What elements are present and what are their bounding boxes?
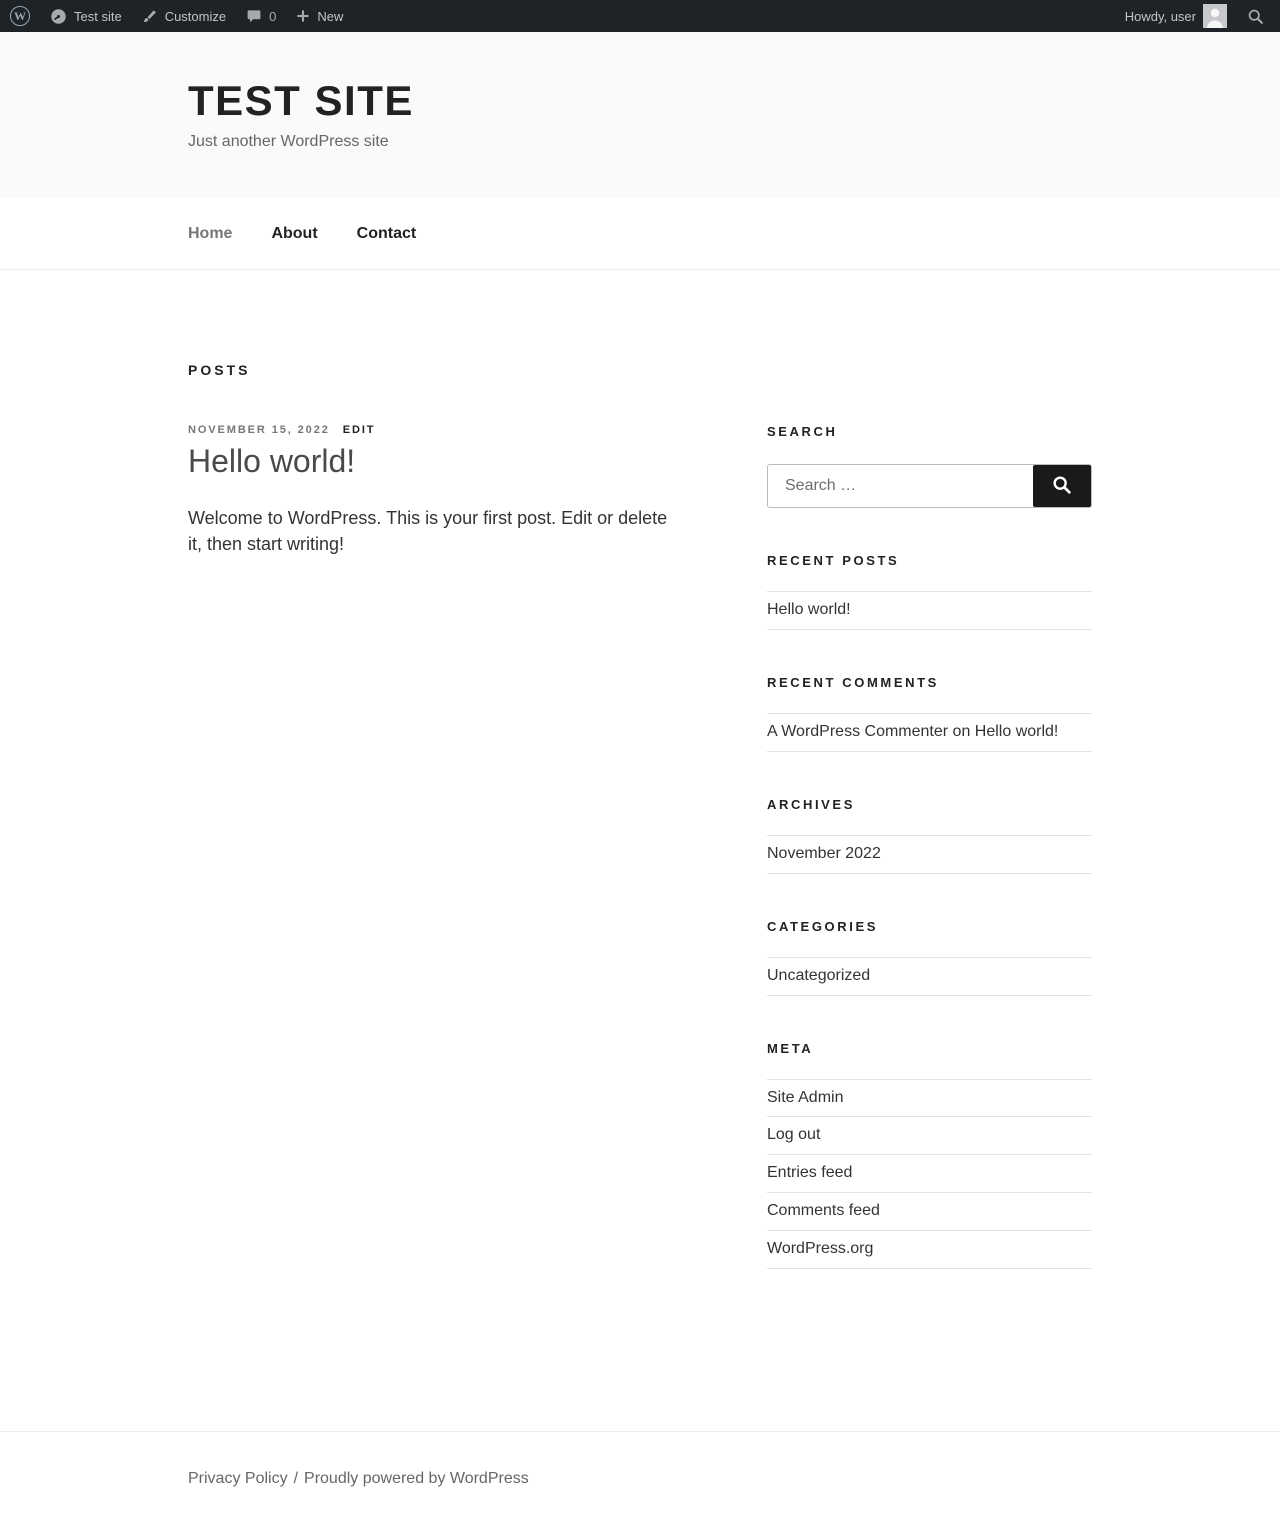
site-name-label: Test site	[74, 8, 122, 24]
widget-link[interactable]: November 2022	[767, 844, 881, 862]
widget-list	[767, 591, 1092, 630]
customize-label: Customize	[164, 8, 227, 24]
widget-title: ARCHIVES	[767, 796, 855, 812]
widget-list-item[interactable]	[767, 714, 1092, 752]
widget-link[interactable]: Site Admin	[767, 1088, 844, 1106]
new-label: New	[317, 8, 344, 24]
wp-admin-bar	[0, 0, 1280, 32]
footer-separator: /	[293, 1469, 299, 1487]
widget-link[interactable]: Log out	[767, 1126, 821, 1144]
plus-icon	[296, 9, 310, 23]
widget-title: RECENT COMMENTS	[767, 675, 939, 691]
nav-item-home[interactable]: Home	[188, 225, 233, 243]
widget-list-item[interactable]	[767, 592, 1092, 630]
post-edit-link[interactable]: EDIT	[342, 424, 376, 437]
widget-title: META	[767, 1040, 814, 1056]
paintbrush-icon	[142, 8, 158, 24]
sidebar-widget	[767, 919, 1092, 996]
widget-list	[767, 713, 1092, 752]
customize-menu[interactable]	[132, 0, 236, 32]
search-submit-button[interactable]	[1033, 465, 1091, 507]
comments-count: 0	[269, 8, 277, 24]
admin-bar-right	[1115, 0, 1280, 32]
my-account-menu[interactable]	[1115, 0, 1235, 32]
new-content-menu[interactable]	[286, 0, 353, 32]
widget-list-item[interactable]	[767, 1080, 1092, 1118]
post-body: Welcome to WordPress. This is your first post. Edit or delete it, then start writing!	[188, 508, 668, 554]
search-widget	[767, 424, 1092, 508]
sidebar-widget	[767, 1041, 1092, 1269]
top-navigation	[0, 198, 1280, 270]
sidebar-widget	[767, 675, 1092, 752]
search-form	[767, 464, 1092, 508]
site-name-menu[interactable]	[40, 0, 132, 32]
post-meta	[188, 424, 681, 436]
search-icon	[1247, 8, 1264, 25]
powered-by-link[interactable]: Proudly powered by WordPress	[304, 1469, 529, 1487]
nav-item-about[interactable]: About	[271, 225, 318, 243]
widget-list-item[interactable]	[767, 1193, 1092, 1231]
widget-list-item[interactable]	[767, 1231, 1092, 1269]
main-column	[188, 362, 681, 1313]
wordpress-logo-icon: W	[10, 6, 30, 26]
avatar	[1203, 4, 1227, 28]
post-date-link[interactable]: NOVEMBER 15, 2022	[188, 424, 330, 437]
wp-logo-menu[interactable]	[0, 0, 40, 32]
site-tagline: Just another WordPress site	[188, 133, 389, 151]
nav-item-contact[interactable]: Contact	[356, 225, 417, 243]
widget-link[interactable]: Entries feed	[767, 1164, 853, 1182]
sidebar-widget	[767, 797, 1092, 874]
widget-list	[767, 957, 1092, 996]
widget-list-item[interactable]	[767, 1155, 1092, 1193]
page-title: POSTS	[188, 362, 251, 379]
site-header	[0, 32, 1280, 198]
howdy-label: Howdy, user	[1124, 8, 1196, 24]
admin-search-toggle[interactable]	[1237, 0, 1274, 32]
sidebar-widget	[767, 553, 1092, 630]
widget-list-item[interactable]	[767, 1117, 1092, 1155]
post-article	[188, 424, 681, 556]
site-content	[188, 270, 1092, 1430]
widget-list	[767, 1079, 1092, 1269]
widget-link[interactable]: A WordPress Commenter on Hello world!	[767, 723, 1059, 741]
widget-link[interactable]: Comments feed	[767, 1201, 880, 1219]
widget-list	[767, 835, 1092, 874]
widget-list-item[interactable]	[767, 958, 1092, 996]
comments-menu[interactable]	[236, 0, 286, 32]
widget-link[interactable]: Hello world!	[767, 601, 851, 619]
widget-title: RECENT POSTS	[767, 553, 900, 569]
dashboard-gauge-icon	[50, 8, 67, 25]
widget-link[interactable]: WordPress.org	[767, 1239, 874, 1257]
privacy-policy-link[interactable]: Privacy Policy	[188, 1469, 288, 1487]
widget-title: CATEGORIES	[767, 918, 878, 934]
sidebar-widgets	[767, 553, 1092, 1268]
search-icon	[1051, 474, 1073, 499]
sidebar	[767, 424, 1092, 1313]
widget-list-item[interactable]	[767, 836, 1092, 874]
post-title[interactable]: Hello world!	[188, 443, 356, 480]
comment-bubble-icon	[246, 8, 262, 24]
admin-bar-left	[0, 0, 353, 32]
site-title[interactable]: TEST SITE	[188, 77, 414, 124]
widget-link[interactable]: Uncategorized	[767, 966, 871, 984]
search-widget-title: SEARCH	[767, 424, 838, 440]
